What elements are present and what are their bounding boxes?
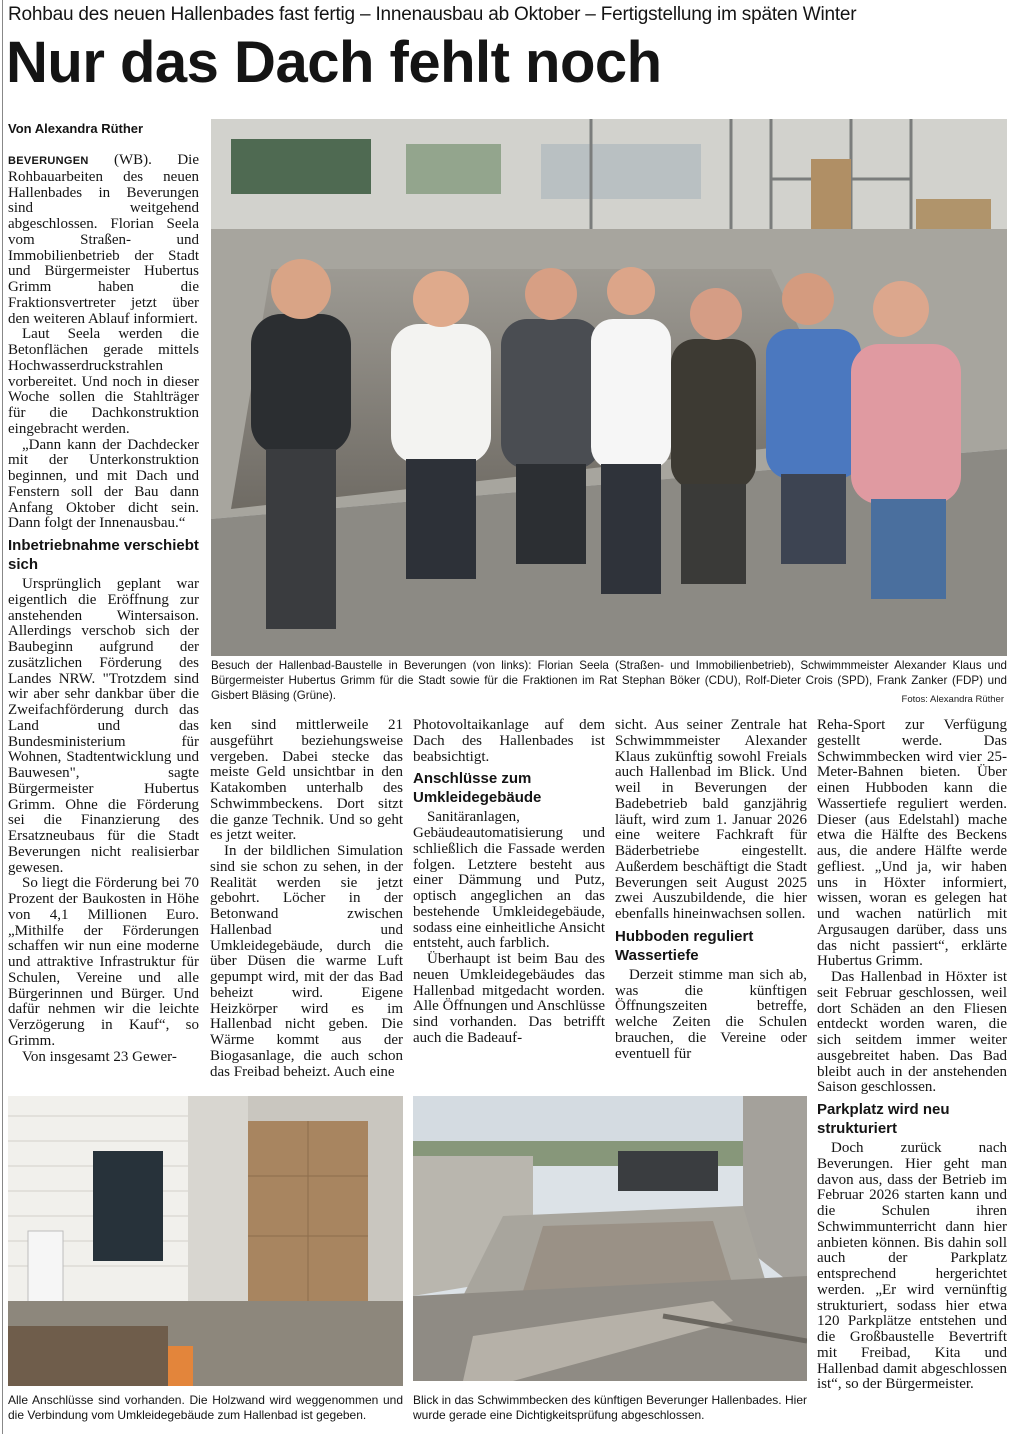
col2-paragraph-2: In der bildlichen Simulation sind sie schon zu sehen, in der Realität werden sie jetzt gebohrt. Löcher in der Betonwand zwischen Hallenbad und Umkleidegebäude, durch die über Düsen die warme Luft gepumpt wird, mit der das Bad beheizt wird. Eigene Heizkörper wird es im Hallenbad nicht geben. Die Wärme kommt aus der Biogasanlage, die auch schon das Freibad beheizt. Auch eine (210, 843, 403, 1080)
group-photo-illustration (211, 119, 1007, 656)
main-photo (211, 119, 1007, 656)
column-3 (413, 718, 605, 1047)
left-photo-caption: Alle Anschlüsse sind vorhanden. Die Holzwand wird weggenommen und die Verbindung vom Umkleidegebäude zum Hallenbad ist gegeben. (8, 1393, 403, 1422)
col3-paragraph-2: Sanitäranlagen, Gebäudeautomatisierung und schließlich die Fassade werden folgen. Letztere besteht aus einer Dämmung und Putz, optisch angeglichen an das bestehende Umkleidegebäude, sodass eine einheitliche Ansicht entsteht, auch farblich. (413, 809, 605, 952)
photo-credit: Fotos: Alexandra Rüther (901, 694, 1004, 705)
col4-paragraph-1: sicht. Aus seiner Zentrale hat Schwimmmeister Alexander Klaus zukünftig sowohl Freials auch Hallenbad im Blick. Und weil in Beverungen der Badebetrieb bald ganzjährig läuft, wird zum 1. Januar 2026 eine weitere Fachkraft für Bäderbetriebe eingestellt. Außerdem beschäftigt die Stadt Beverungen seit August 2025 zwei Auszubildende, die hier ebenfalls hineinwachsen sollen. (615, 717, 807, 922)
col5-paragraph-3: Doch zurück nach Beverungen. Hier geht man davon aus, dass der Betrieb im Februar 2026 starten kann und die Schulen ihren Schwimmunterricht dann hier anbieten können. Bis dahin soll auch der Parkplatz entsprechend hergerichtet werden. „Er wird vernünftig strukturiert, sodass hier etwa 120 Parkplätze entstehen und die Großbaustelle Bevertrift mit Freibad, Kita und Hallenbad damit abgeschlossen ist“, so der Bürgermeister. (817, 1140, 1007, 1393)
subheading-inbetriebnahme: Inbetriebnahme verschiebt sich (8, 537, 199, 573)
column-5 (817, 718, 1007, 1393)
page-left-rule (2, 0, 3, 1434)
col1-paragraph-2: Laut Seela werden die Betonflächen gerade mittels Hochwasserdruckstrahlen vorbereitet. Und noch in dieser Woche sollen die Stahlträger für die Dachkonstruktion eingebracht werden. (8, 326, 199, 437)
col1-paragraph-5: So liegt die Förderung bei 70 Prozent der Baukosten in Höhe von 4,1 Millionen Euro. „Mithilfe der Förderungen schaffen wir nun eine moderne und attraktive Infrastruktur für Schulen, Vereine und alle Bürgerinnen und Bürger. Und dafür nehmen wir die leichte Verzögerung in Kauf“, so Grimm. (8, 875, 199, 1049)
column-2 (210, 718, 403, 1080)
col2-paragraph-1: ken sind mittlerweile 21 ausgeführt beziehungsweise vergeben. Dabei stecke das meiste Geld unsichtbar in den Katakomben unterhalb des Schwimmbeckens. Dort sitzt die ganze Technik. Und so geht es jetzt weiter. (210, 717, 403, 844)
col3-paragraph-3: Überhaupt ist beim Bau des neuen Umkleidegebäudes das Hallenbad mitgedacht worden. Alle Öffnungen und Anschlüsse sind vorhanden. Das betrifft auch die Badeauf- (413, 951, 605, 1046)
col1-paragraph-4: Ursprünglich geplant war eigentlich die Eröffnung zur anstehenden Wintersaison. Allerdings verschob sich der Baubeginn aufgrund der zusätzlichen Förderung des Landes NRW. "Trotzdem sind wir aber sehr dankbar über die Zweifachförderung durch das Land und das Bundesministerium für Wohnen, Stadtentwicklung und Bauwesen", sagte Bürgermeister Hubertus Grimm. Ohne die Förderung sei die Finanzierung des Ersatzneubaus für die Stadt Beverungen nicht realisierbar gewesen. (8, 576, 199, 876)
subheading-parkplatz: Parkplatz wird neu strukturiert (817, 1101, 950, 1137)
subheading-hubboden: Hubboden reguliert Wassertiefe (615, 927, 754, 964)
pool-basin-photo (413, 1096, 807, 1381)
article-byline: Von Alexandra Rüther (8, 121, 144, 136)
col1-paragraph-3: „Dann kann der Dachdecker mit der Unterkonstruktion beginnen, und mit Dach und Fenstern soll der Bau dann Anfang Oktober dicht sein. Dann folgt der Innenausbau.“ (8, 436, 199, 532)
pool-illustration (413, 1096, 807, 1381)
source-tag: (WB). (88, 152, 178, 168)
col1-paragraph-1 (8, 153, 199, 327)
column-1 (8, 153, 199, 1065)
col4-paragraph-2: Derzeit stimme man sich ab, was die künftigen Öffnungszeiten betreffe, welche Zeiten die Schulen brauchen, die Vereine oder eventuell für (615, 966, 807, 1062)
col5-paragraph-1: Reha-Sport zur Verfügung gestellt werde. Das Schwimmbecken wird vier 25-Meter-Bahnen bieten. Über einen Hubboden kann die Wassertiefe reguliert werden. Dieser (aus Edelstahl) mache etwa die Hälfte des Beckens aus, die andere Hälfte werde gefliest. „Und ja, wir haben uns in Höxter informiert, wissen, woran es gelegen hat und wachen natürlich mit Argusaugen darüber, dass uns das nicht passiert“, erklärte Hubertus Grimm. (817, 717, 1007, 970)
subheading-anschluesse: Anschlüsse zum Umkleidegebäude (413, 770, 542, 807)
col3-paragraph-1: Photovoltaikanlage auf dem Dach des Hallenbades ist beabsichtigt. (413, 717, 605, 765)
building-connection-photo (8, 1096, 403, 1386)
building-illustration (8, 1096, 403, 1386)
column-4 (615, 718, 807, 1062)
article-headline: Nur das Dach fehlt noch (6, 30, 662, 95)
col1-paragraph-6: Von insgesamt 23 Gewer- (22, 1048, 177, 1065)
mid-photo-caption: Blick in das Schwimmbecken des künftigen Beverunger Hallenbades. Hier wurde gerade eine Dichtigkeitsprüfung abgeschlossen. (413, 1393, 807, 1422)
col1-p1-text: Die Rohbauarbeiten des neuen Hallenbades in Beverungen sind weitgehend abgeschlossen. Florian Seela vom Straßen- und Immobilienbetrieb der Stadt und Bürgermeister Hubertus Grimm haben die Fraktionsvertreter jetzt über den weiteren Ablauf informiert. (8, 152, 199, 327)
col5-paragraph-2: Das Hallenbad in Höxter ist seit Februar geschlossen, weil dort Schäden an den Fliesen entdeckt worden waren, die sich seitdem immer weiter ausgebreitet haben. Das Bad bleibt auch in der anstehenden Saison geschlossen. (817, 969, 1007, 1096)
dateline: BEVERUNGEN (8, 155, 89, 167)
main-photo-caption: Besuch der Hallenbad-Baustelle in Beverungen (von links): Florian Seela (Straßen- und Immobilienbetrieb), Schwimmmeister Alexander Klaus und Bürgermeister Hubertus Grimm für die Stadt sowie für die Fraktionen im Rat Stephan Böker (CDU), Rolf-Dieter Crois (SPD), Frank Zanker (FDP) und Gisbert Bläsing (Grüne). (211, 659, 1007, 702)
article-kicker: Rohbau des neuen Hallenbades fast fertig – Innenausbau ab Oktober – Fertigstellung im späten Winter (8, 4, 857, 25)
